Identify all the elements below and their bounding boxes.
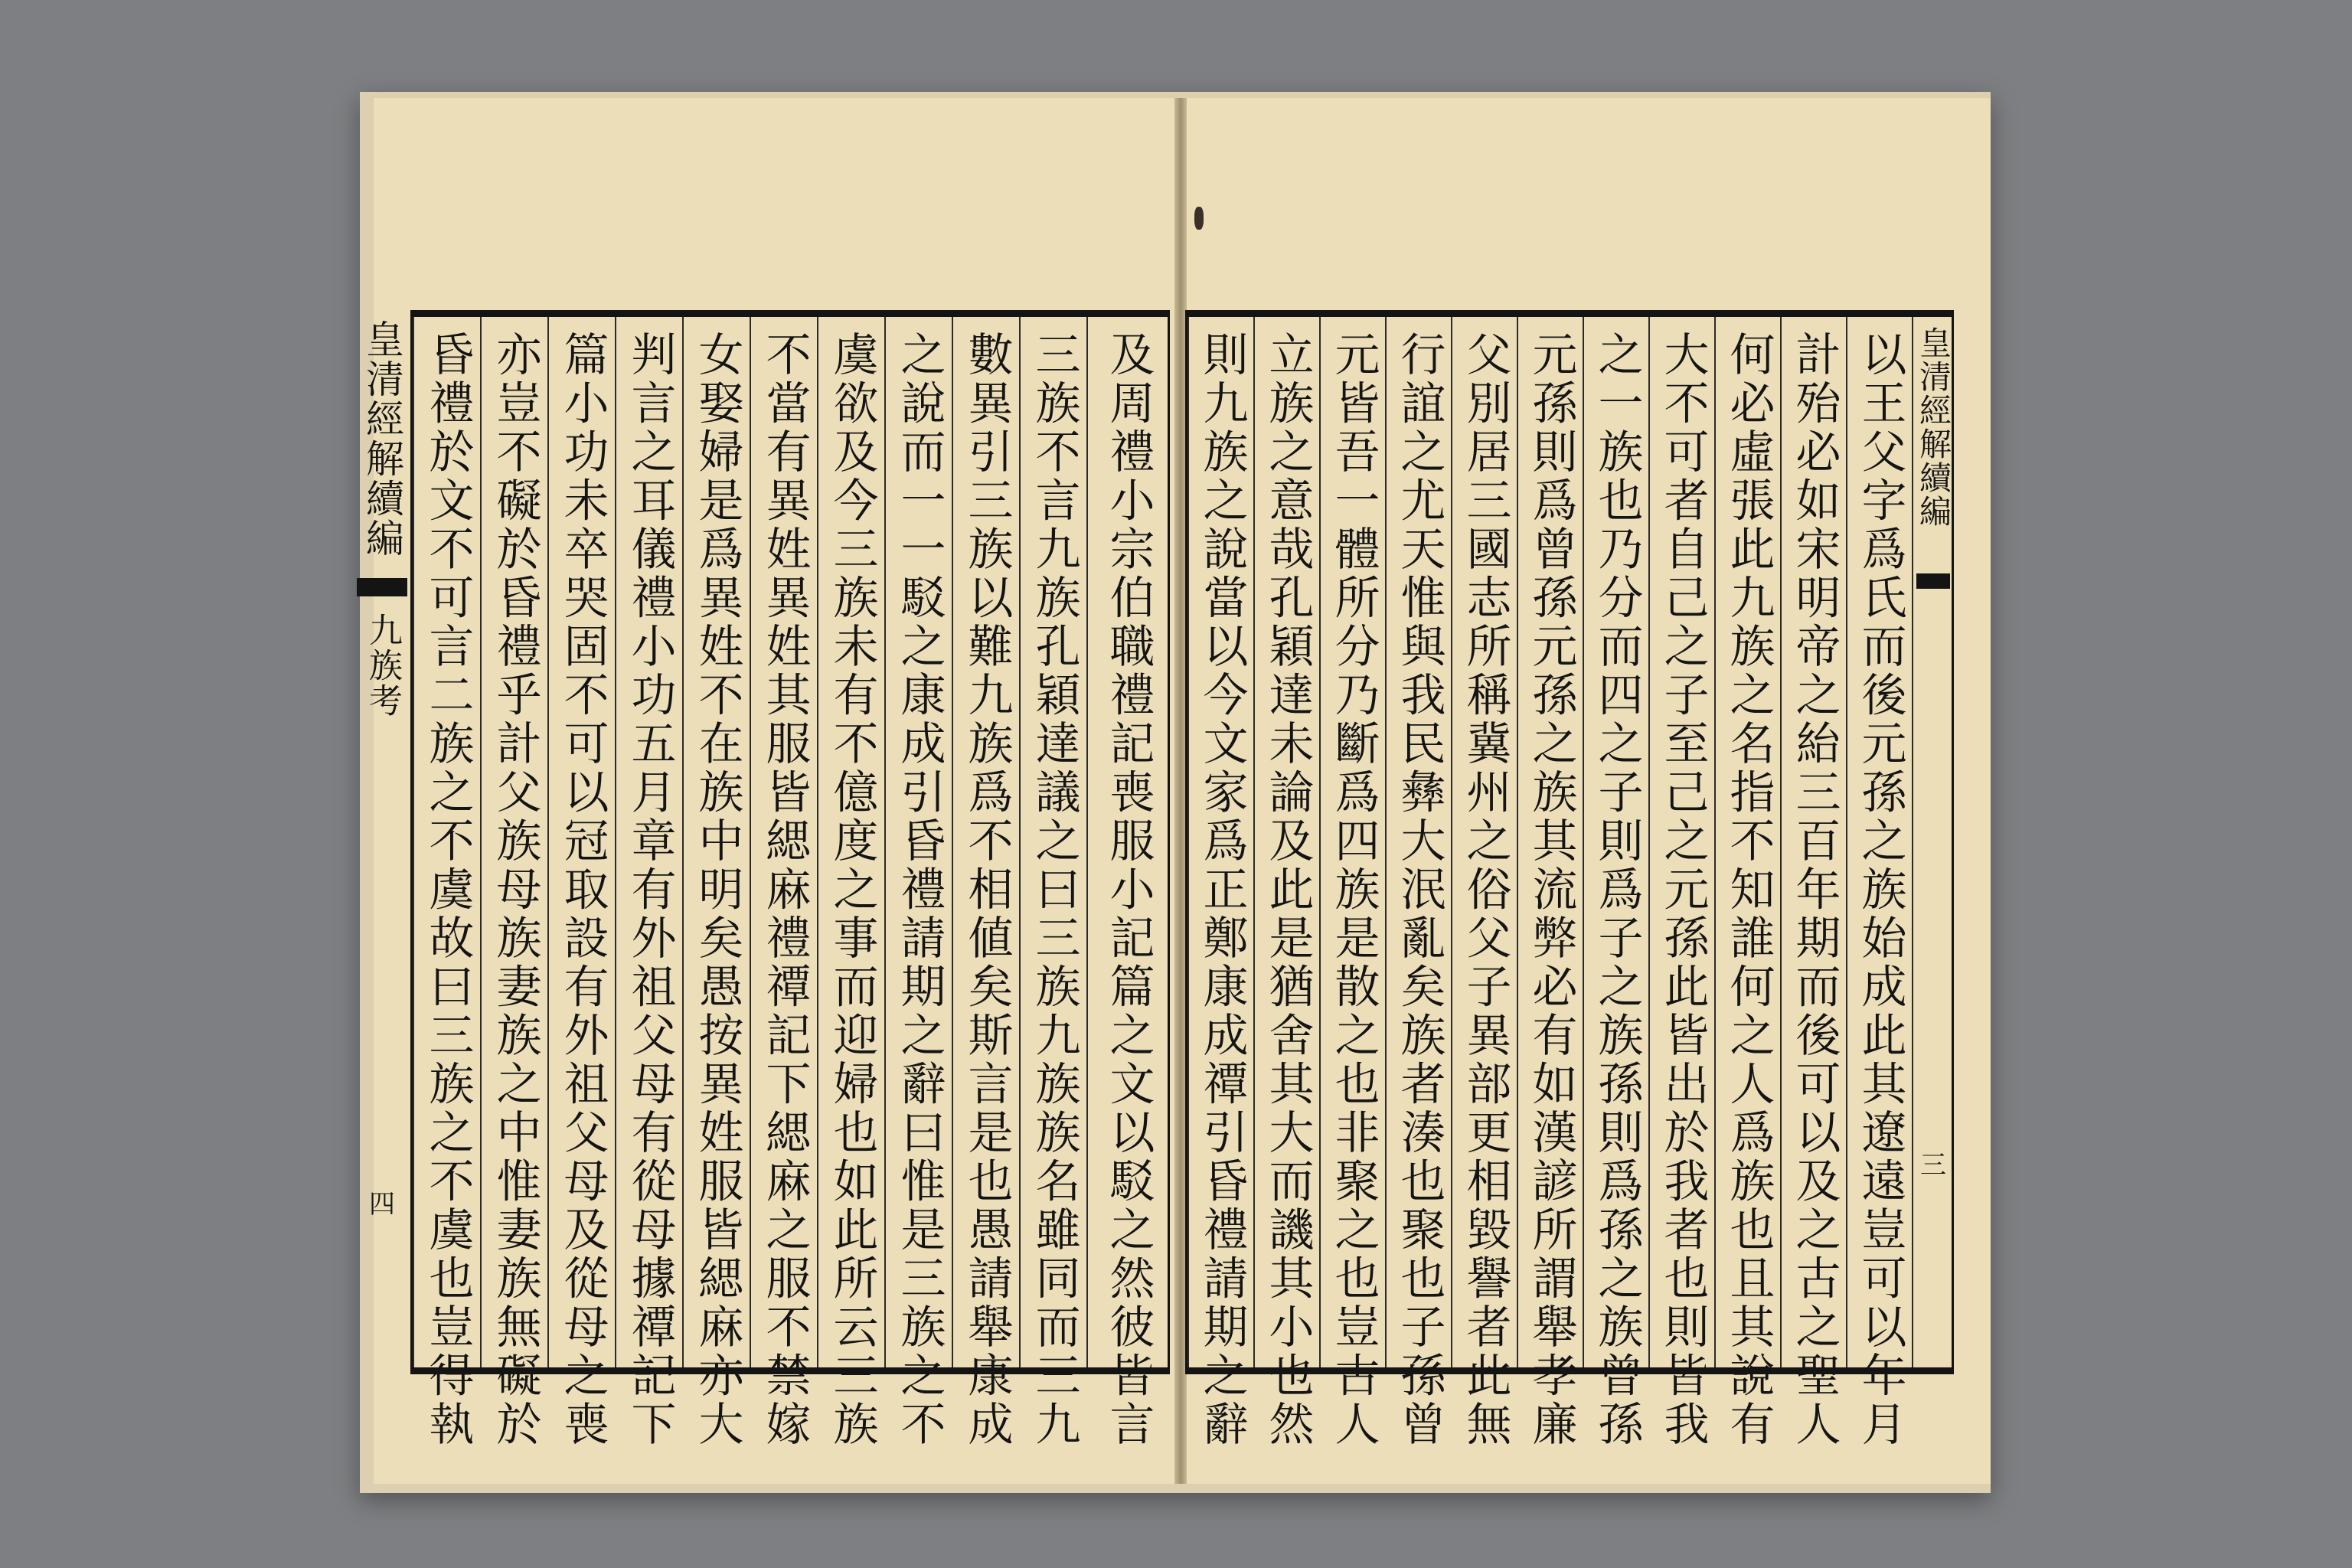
text-column: 及周禮小宗伯職禮記喪服小記篇之文以駁之然彼皆言 — [1086, 317, 1169, 1367]
right-banner: 皇清經解續編 三 — [1912, 317, 1953, 1367]
text-column: 何必虛張此九族之名指不知誰何之人爲族也且其說有 — [1714, 317, 1782, 1367]
text-column: 以王父字爲氏而後元孫之族始成此其遼遠豈可以年月 — [1846, 317, 1913, 1367]
text-column: 之說而一一駁之康成引昏禮請期之辭曰惟是三族之不 — [884, 317, 953, 1367]
text-column: 則九族之說當以今文家爲正鄭康成禫引昏禮請期之辭 — [1187, 317, 1255, 1367]
text-column: 元孫則爲曾孫元孫之族其流弊必有如漢諺所謂舉孝廉 — [1517, 317, 1584, 1367]
left-banner: 皇清經解續編 九族考 四 — [354, 310, 410, 1374]
page-number: 四 — [369, 1189, 395, 1220]
text-column: 篇小功未卒哭固不可以冠取設有外祖父母及從母之喪 — [547, 317, 616, 1367]
text-column: 亦豈不礙於昏禮乎計父族母族妻族之中惟妻族無礙於 — [480, 317, 549, 1367]
text-column: 不當有異姓異姓其服皆緦麻禮禫記下緦麻之服不禁嫁 — [750, 317, 818, 1367]
text-column: 昏禮於文不可言二族之不虞故曰三族之不虞也豈得執 — [413, 317, 482, 1367]
text-column: 三族不言九族孔穎達議之曰三族九族族名雖同而三九 — [1019, 317, 1088, 1367]
chapter-label: 九族考 — [363, 612, 402, 718]
text-column: 立族之意哉孔穎達未論及此是猶舍其大而譏其小也然 — [1253, 317, 1321, 1367]
text-column: 行誼之尤天惟與我民彝大泯亂矣族者湊也聚也子孫曾 — [1385, 317, 1452, 1367]
text-column: 大不可者自己之子至己之元孫此皆出於我者也則皆我 — [1648, 317, 1716, 1367]
text-column: 元皆吾一體所分乃斷爲四族是散之也非聚之也豈古人 — [1319, 317, 1387, 1367]
left-text-block — [410, 310, 1170, 1449]
right-text-block — [1185, 310, 1954, 1449]
page-number: 三 — [1920, 1150, 1946, 1181]
fishtail-mark — [1916, 573, 1950, 589]
text-column: 虞欲及今三族未有不億度之事而迎婦也如此所云三族 — [817, 317, 886, 1367]
fishtail-mark — [357, 578, 407, 596]
text-column: 計殆必如宋明帝之紿三百年期而後可以及之古之聖人 — [1780, 317, 1847, 1367]
paper-blemish — [1194, 207, 1204, 230]
text-column: 數異引三族以難九族爲不相値矣斯言是也愚請舉康成 — [952, 317, 1021, 1367]
text-column: 判言之耳儀禮小功五月章有外祖父母有從母據禫記下 — [615, 317, 684, 1367]
text-column: 父別居三國志所稱冀州之俗父子異部更相毀譽者此無 — [1451, 317, 1518, 1367]
text-column: 女娶婦是爲異姓不在族中明矣愚按異姓服皆緦麻亦大 — [682, 317, 751, 1367]
text-column: 之一族也乃分而四之子則爲子之族孫則爲孫之族曾孫 — [1583, 317, 1650, 1367]
